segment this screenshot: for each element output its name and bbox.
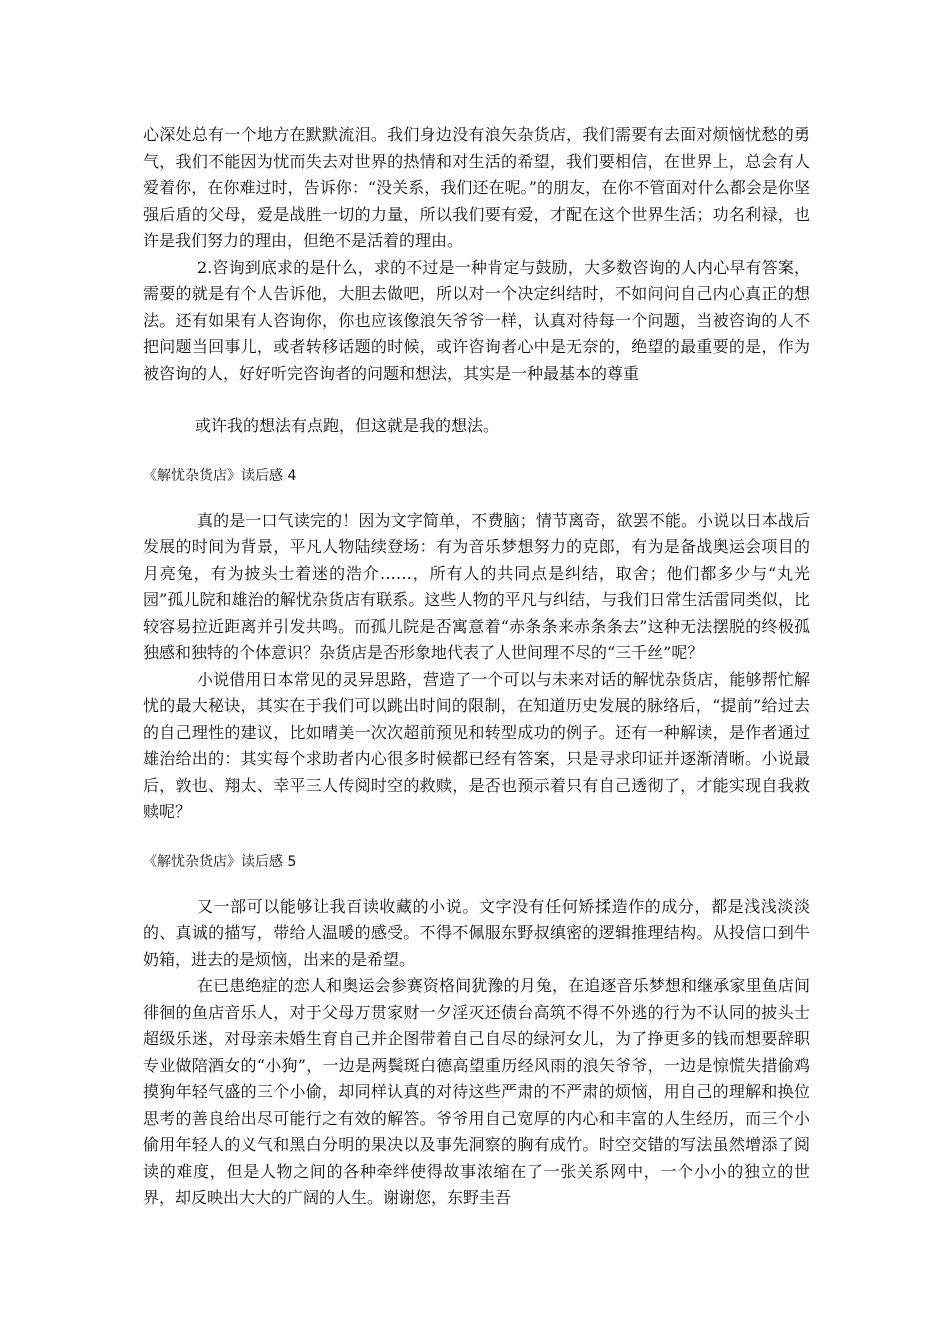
section-heading-5: 《解忧杂货店》读后感 5 bbox=[143, 853, 297, 870]
paragraph-prev-3: 或许我的想法有点跑，但这就是我的想法。 bbox=[195, 416, 500, 435]
paragraph-prev-1: 心深处总有一个地方在默默流泪。我们身边没有浪矢杂货店，我们需要有去面对烦恼忧愁的勇气，我们不能因为忧而失去对世界的热情和对生活的希望，我们要相信，在世界上，总会有人爱着你，在你难过时，告诉你：“没关系，我们还在呢。”的朋友，在你不管面对什么都会是你坚强后盾的父母，爱是战胜一切的力量，所以我们要有爱，才配在这个世界生活；功名利禄，也许是我们努力的理由，但绝不是活着的理由。 bbox=[143, 125, 810, 250]
paragraph-5-2: 在已患绝症的恋人和奥运会参赛资格间犹豫的月兔，在追逐音乐梦想和继承家里鱼店间徘徊的鱼店音乐人，对于父母万贯家财一夕淫灭还债台高筑不得不外逃的行为不认同的披头士超级乐迷，对母亲未婚生育自己并企图带着自己自尽的绿河女儿，为了挣更多的钱而想要辞职专业做陪酒女的“小狗”，一边是两鬓斑白德高望重历经风雨的浪矢爷爷，一边是惊慌失措偷鸡摸狗年轻气盛的三个小偷，却同样认真的对待这些严肃的不严肃的烦恼，用自己的理解和换位思考的善良给出尽可能行之有效的解答。爷爷用自己宽厚的内心和丰富的人生经历，而三个小偷用年轻人的义气和黑白分明的果决以及事先洞察的胸有成竹。时空交错的写法虽然增添了阅读的难度，但是人物之间的各种牵绊使得故事浓缩在了一张关系网中，一个小小的独立的世界，却反映出大大的广阔的人生。谢谢您，东野圭吾 bbox=[143, 976, 810, 1207]
paragraph-gap bbox=[143, 826, 810, 852]
paragraph-gap bbox=[143, 872, 810, 894]
section-heading-4: 《解忧杂货店》读后感 4 bbox=[143, 467, 297, 484]
paragraph-4-1: 真的是一口气读完的！因为文字简单，不费脑；情节离奇，欲罢不能。小说以日本战后发展的时间为背景，平凡人物陆续登场：有为音乐梦想努力的克郎，有为是备战奥运会项目的月亮兔，有为披头士着迷的浩介……，所有人的共同点是纠结，取舍；他们都多少与“丸光园”孤儿院和雄治的解忧杂货店有联系。这些人物的平凡与纠结，与我们日常生活雷同类似，比较容易拉近距离并引发共鸣。而孤儿院是否寓意着“赤条条来赤条条去”这种无法摆脱的终极孤独感和独特的个体意识？杂货店是否形象地代表了人世间理不尽的“三千丝”呢？ bbox=[143, 510, 810, 662]
paragraph-gap bbox=[143, 387, 810, 413]
document-body bbox=[143, 122, 810, 1212]
paragraph-gap bbox=[143, 440, 810, 466]
paragraph-gap bbox=[143, 486, 810, 508]
paragraph-4-2: 小说借用日本常见的灵异思路，营造了一个可以与未来对话的解忧杂货店，能够帮忙解忧的最大秘诀，其实在于我们可以跳出时间的限制，在知道历史发展的脉络后，“提前”给过去的自己理性的建议，比如晴美一次次超前预见和转型成功的例子。还有一种解读，是作者通过雄治给出的：其实每个求助者内心很多时候都已经有答案，只是寻求印证并逐渐清晰。小说最后，敦也、翔太、幸平三人传阅时空的救赎，是否也预示着只有自己透彻了，才能实现自我救赎呢？ bbox=[143, 669, 810, 821]
paragraph-5-1: 又一部可以能够让我百读收藏的小说。文字没有任何矫揉造作的成分，都是浅浅淡淡的、真诚的描写，带给人温暖的感受。不得不佩服东野叔缜密的逻辑推理结构。从投信口到牛奶箱，进去的是烦恼，出来的是希望。 bbox=[143, 896, 810, 969]
paragraph-prev-2: 2.咨询到底求的是什么，求的不过是一种肯定与鼓励，大多数咨询的人内心早有答案，需要的就是有个人告诉他，大胆去做吧，所以对一个决定纠结时，不如问问自己内心真正的想法。还有如果有人咨询你，你也应该像浪矢爷爷一样，认真对待每一个问题，当被咨询的人不把问题当回事儿，或者转移话题的时候，或许咨询者心中是无奈的，绝望的最重要的是，作为被咨询的人，好好听完咨询者的问题和想法，其实是一种最基本的尊重 bbox=[143, 257, 810, 383]
